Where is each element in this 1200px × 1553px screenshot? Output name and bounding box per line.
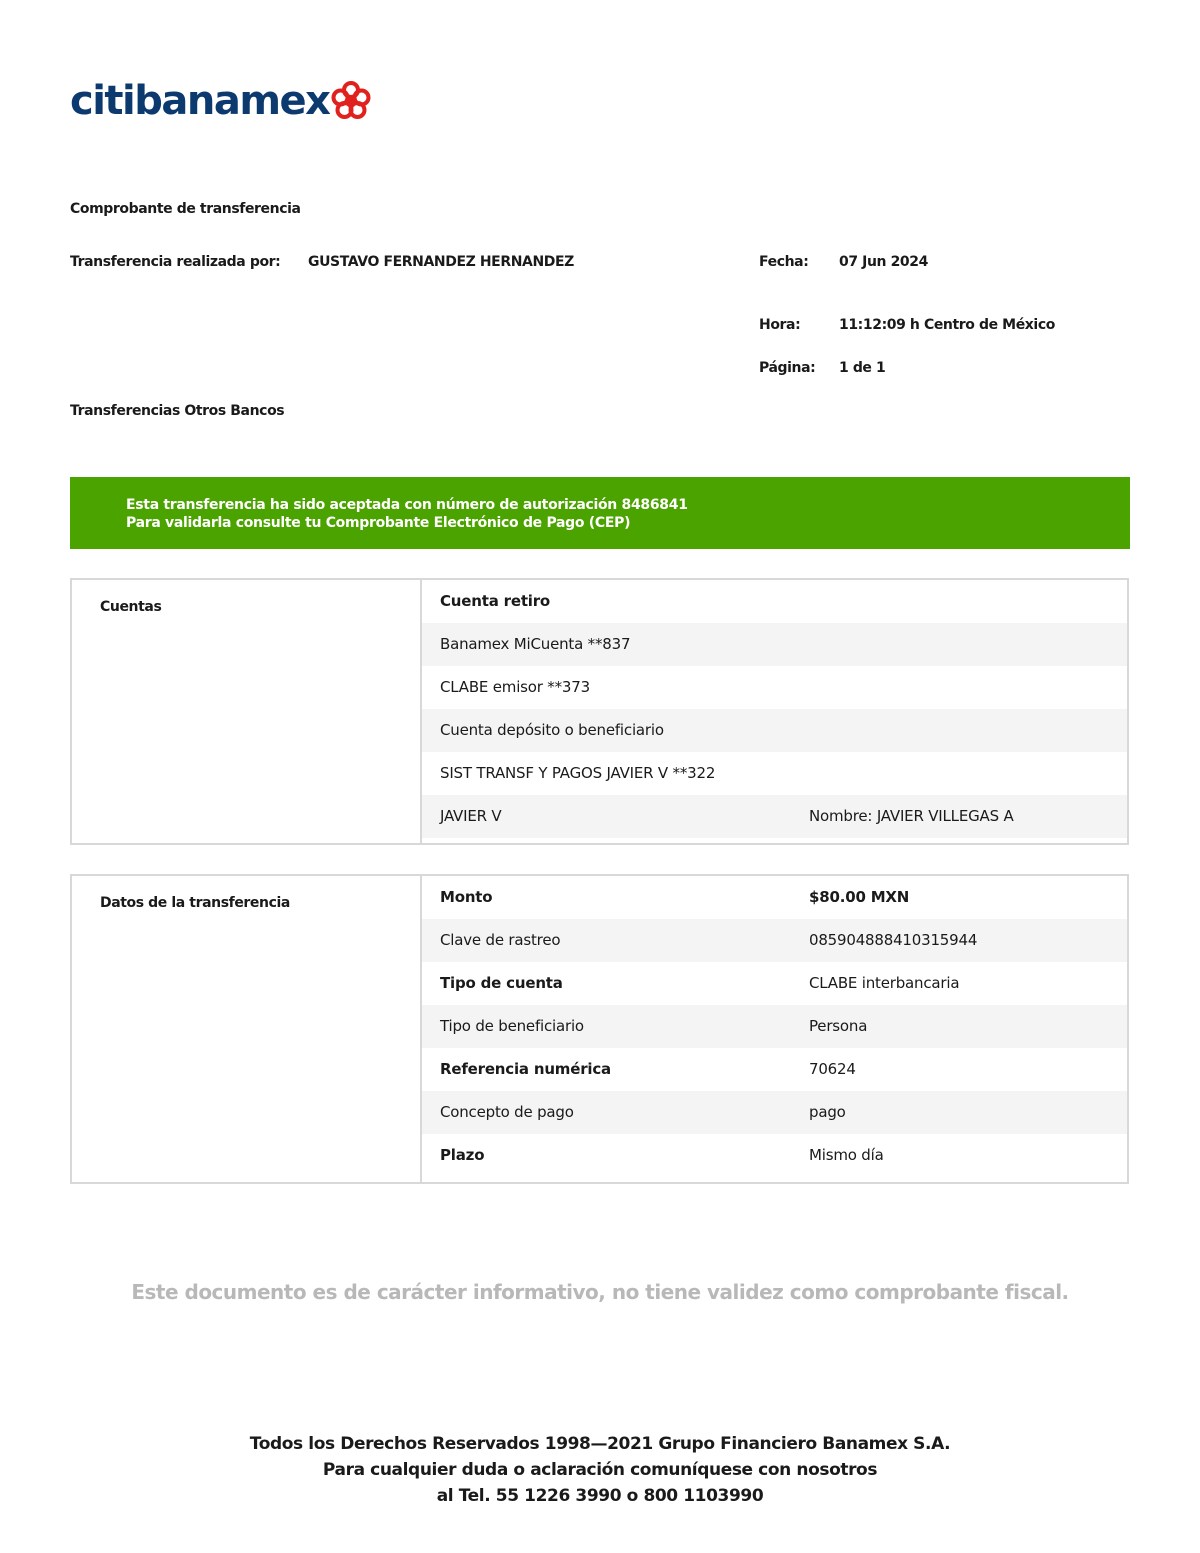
table-row xyxy=(422,1048,1127,1091)
row-value: pago xyxy=(809,1103,846,1121)
transfer-by-label: Transferencia realizada por: xyxy=(70,254,281,270)
fiscal-disclaimer: Este documento es de carácter informativo, no tiene validez como comprobante fiscal. xyxy=(131,1280,1069,1304)
footer-line-1: Todos los Derechos Reservados 1998—2021 Grupo Financiero Banamex S.A. xyxy=(249,1434,951,1454)
datos-box xyxy=(70,874,1129,1184)
cuentas-left-column xyxy=(72,580,422,843)
row-label: Concepto de pago xyxy=(440,1103,574,1121)
cuentas-title: Cuentas xyxy=(100,599,162,615)
section-title: Transferencias Otros Bancos xyxy=(70,403,285,419)
row-label: Cuenta retiro xyxy=(440,592,551,610)
row-value: CLABE interbancaria xyxy=(809,974,960,992)
banamex-flower-icon xyxy=(331,81,371,121)
table-row xyxy=(422,962,1127,1005)
pagina-label: Página: xyxy=(759,360,816,376)
citibanamex-logo xyxy=(70,78,371,124)
row-label: JAVIER V xyxy=(440,807,502,825)
table-row xyxy=(422,919,1127,962)
table-row xyxy=(422,709,1127,752)
row-label: Tipo de cuenta xyxy=(440,974,563,992)
row-value: 70624 xyxy=(809,1060,856,1078)
datos-title: Datos de la transferencia xyxy=(100,895,290,911)
row-label: Clave de rastreo xyxy=(440,931,561,949)
row-value: 085904888410315944 xyxy=(809,931,978,949)
row-value: Nombre: JAVIER VILLEGAS A xyxy=(809,807,1014,825)
row-label: Referencia numérica xyxy=(440,1060,611,1078)
datos-rows xyxy=(422,876,1127,1177)
row-label: Monto xyxy=(440,888,493,906)
row-label: Plazo xyxy=(440,1146,485,1164)
banner-line-2: Para validarla consulte tu Comprobante Electrónico de Pago (CEP) xyxy=(126,515,631,531)
fecha-value: 07 Jun 2024 xyxy=(839,254,928,270)
table-row xyxy=(422,580,1127,623)
pagina-value: 1 de 1 xyxy=(839,360,886,376)
table-row xyxy=(422,666,1127,709)
hora-value: 11:12:09 h Centro de México xyxy=(839,317,1055,333)
table-row xyxy=(422,876,1127,919)
footer-line-2: Para cualquier duda o aclaración comuníquese con nosotros xyxy=(322,1460,878,1480)
footer-line-3: al Tel. 55 1226 3990 o 800 1103990 xyxy=(436,1486,764,1506)
table-row xyxy=(422,752,1127,795)
hora-label: Hora: xyxy=(759,317,801,333)
table-row xyxy=(422,1091,1127,1134)
row-label: Banamex MiCuenta **837 xyxy=(440,635,631,653)
fecha-label: Fecha: xyxy=(759,254,809,270)
row-label: Cuenta depósito o beneficiario xyxy=(440,721,664,739)
logo-wordmark: citibanamex xyxy=(70,78,330,124)
row-label: SIST TRANSF Y PAGOS JAVIER V **322 xyxy=(440,764,716,782)
cuentas-box xyxy=(70,578,1129,845)
row-value: Persona xyxy=(809,1017,868,1035)
table-row xyxy=(422,1134,1127,1177)
table-row xyxy=(422,795,1127,838)
authorization-banner xyxy=(70,477,1130,549)
table-row xyxy=(422,1005,1127,1048)
transfer-by-value: GUSTAVO FERNANDEZ HERNANDEZ xyxy=(308,254,574,270)
document-title: Comprobante de transferencia xyxy=(70,201,301,217)
row-label: CLABE emisor **373 xyxy=(440,678,590,696)
cuentas-rows xyxy=(422,580,1127,838)
banner-line-1: Esta transferencia ha sido aceptada con número de autorización 8486841 xyxy=(126,497,688,513)
table-row xyxy=(422,623,1127,666)
row-value: Mismo día xyxy=(809,1146,884,1164)
datos-left-column xyxy=(72,876,422,1182)
row-label: Tipo de beneficiario xyxy=(440,1017,584,1035)
row-value: $80.00 MXN xyxy=(809,888,910,906)
